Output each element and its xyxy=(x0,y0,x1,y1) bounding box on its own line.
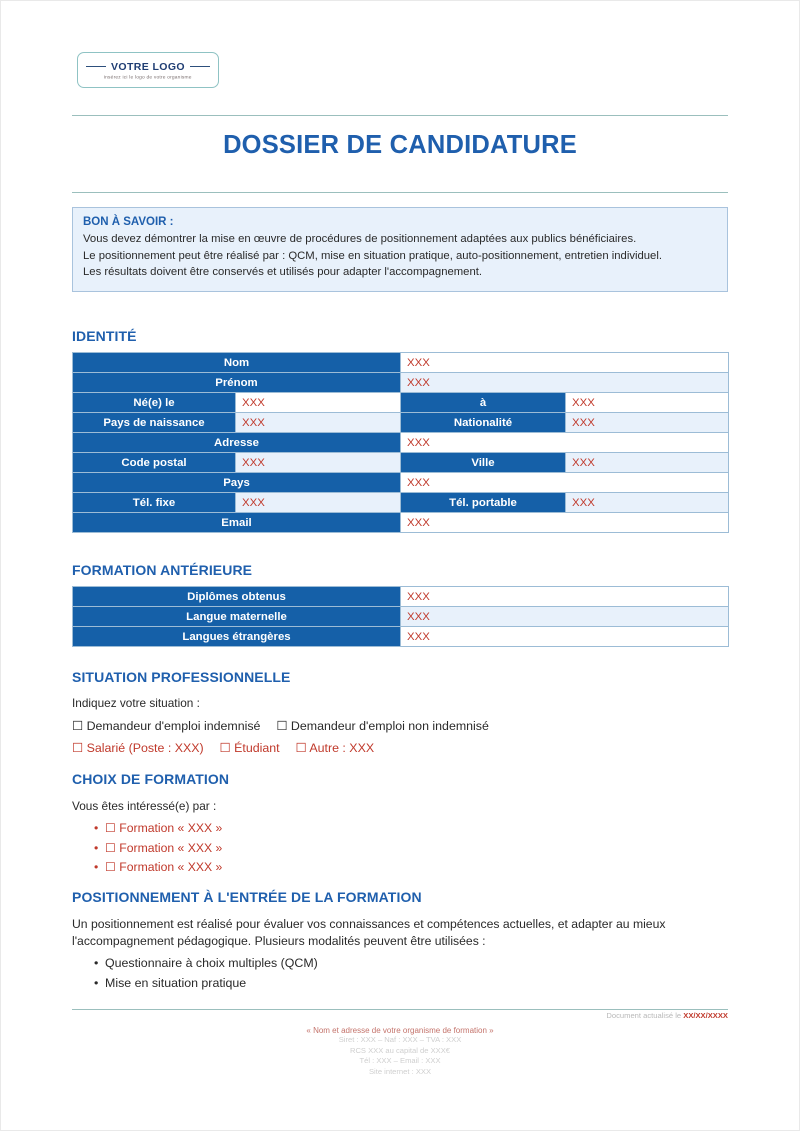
identity-label-nationalite: Nationalité xyxy=(401,413,566,433)
professional-situation-heading: SITUATION PROFESSIONNELLE xyxy=(72,669,291,685)
list-item[interactable]: • ☐ Formation « XXX » xyxy=(94,839,728,859)
label-autre: Autre : XXX xyxy=(309,741,375,755)
footer-website-line: Site internet : XXX xyxy=(368,1066,432,1076)
prior-training-value-langue-maternelle[interactable]: XXX xyxy=(401,607,729,627)
identity-label-tel-portable: Tél. portable xyxy=(401,493,566,513)
table-row xyxy=(73,433,729,453)
footer-rcs-line: RCS XXX au capital de XXX€ xyxy=(349,1045,451,1055)
positioning-paragraph: Un positionnement est réalisé pour évaluer vos connaissances et compétences actuelles, et adapter au mieux l'accompagnement pédagogique. Plusieurs modalités peuvent être utilisées : xyxy=(72,917,666,948)
training-choice-list xyxy=(72,819,728,878)
prior-training-value-diplomes[interactable]: XXX xyxy=(401,587,729,607)
prior-training-section xyxy=(72,562,728,647)
logo-placeholder[interactable] xyxy=(77,52,219,88)
logo-title: VOTRE LOGO xyxy=(110,60,185,73)
list-item[interactable]: • ☐ Formation « XXX » xyxy=(94,819,728,839)
header-divider xyxy=(72,115,728,116)
identity-value-naissance-date[interactable]: XXX xyxy=(236,393,401,413)
identity-value-tel-portable[interactable]: XXX xyxy=(566,493,729,513)
table-row xyxy=(73,513,729,533)
training-choice-section xyxy=(72,771,728,878)
identity-value-tel-fixe[interactable]: XXX xyxy=(236,493,401,513)
logo-rule-right-icon xyxy=(190,66,210,67)
document-updated-note xyxy=(606,1011,728,1020)
prior-training-label-langue-maternelle: Langue maternelle xyxy=(73,607,401,627)
prior-training-heading: FORMATION ANTÉRIEURE xyxy=(72,562,253,578)
identity-value-nom[interactable]: XXX xyxy=(401,353,729,373)
identity-value-code-postal[interactable]: XXX xyxy=(236,453,401,473)
identity-value-naissance-lieu[interactable]: XXX xyxy=(566,393,729,413)
footer-divider xyxy=(72,1009,728,1010)
page-title: DOSSIER DE CANDIDATURE xyxy=(223,131,577,159)
table-row xyxy=(73,453,729,473)
identity-value-adresse[interactable]: XXX xyxy=(401,433,729,453)
professional-situation-intro: Indiquez votre situation : xyxy=(72,696,200,710)
table-row xyxy=(73,627,729,647)
professional-situation-row-1 xyxy=(72,717,728,736)
prior-training-label-langues-etrangeres: Langues étrangères xyxy=(73,627,401,647)
identity-label-ville: Ville xyxy=(401,453,566,473)
logo-box[interactable] xyxy=(77,52,219,88)
identity-value-prenom[interactable]: XXX xyxy=(401,373,729,393)
checkbox-demandeur-non-indemnise-icon[interactable]: ☐ xyxy=(276,719,288,733)
positioning-heading: POSITIONNEMENT À L'ENTRÉE DE LA FORMATION xyxy=(72,889,422,905)
good-to-know-line-2: Le positionnement peut être réalisé par : QCM, mise en situation pratique, auto-positionnement, entretien individuel. xyxy=(83,249,662,262)
document-updated-prefix: Document actualisé le xyxy=(606,1011,682,1020)
checkbox-etudiant-icon[interactable]: ☐ xyxy=(219,741,231,755)
good-to-know-line-3: Les résultats doivent être conservés et utilisés pour adapter l'accompagnement. xyxy=(83,266,483,278)
identity-label-tel-fixe: Tél. fixe xyxy=(73,493,236,513)
label-demandeur-indemnise: Demandeur d'emploi indemnisé xyxy=(86,719,261,733)
identity-label-naissance-lieu: à xyxy=(401,393,566,413)
identity-value-ville[interactable]: XXX xyxy=(566,453,729,473)
table-row xyxy=(73,373,729,393)
identity-label-pays-naissance: Pays de naissance xyxy=(73,413,236,433)
identity-label-pays: Pays xyxy=(73,473,401,493)
footer-contact-line: Tél : XXX – Email : XXX xyxy=(359,1056,441,1065)
table-row xyxy=(73,353,729,373)
good-to-know-line-1: Vous devez démontrer la mise en œuvre de procédures de positionnement adaptées aux publics bénéficiaires. xyxy=(83,233,637,245)
professional-situation-section xyxy=(72,669,728,758)
footer-organisation: « Nom et adresse de votre organisme de formation » xyxy=(306,1026,494,1035)
identity-value-pays-naissance[interactable]: XXX xyxy=(236,413,401,433)
checkbox-autre-icon[interactable]: ☐ xyxy=(295,741,307,755)
identity-label-adresse: Adresse xyxy=(73,433,401,453)
logo-subtitle: Insérez ici le logo de votre organisme xyxy=(103,74,193,80)
label-etudiant: Étudiant xyxy=(234,741,280,755)
document-updated-value: XX/XX/XXXX xyxy=(683,1011,728,1020)
list-item: • Questionnaire à choix multiples (QCM) xyxy=(94,954,728,974)
positioning-modalities-list xyxy=(72,954,728,993)
checkbox-demandeur-indemnise-icon[interactable]: ☐ xyxy=(72,719,84,733)
identity-label-nom: Nom xyxy=(73,353,401,373)
table-row xyxy=(73,393,729,413)
identity-label-email: Email xyxy=(73,513,401,533)
prior-training-value-langues-etrangeres[interactable]: XXX xyxy=(401,627,729,647)
identity-label-code-postal: Code postal xyxy=(73,453,236,473)
prior-training-table xyxy=(72,586,729,647)
identity-value-email[interactable]: XXX xyxy=(401,513,729,533)
prior-training-label-diplomes: Diplômes obtenus xyxy=(73,587,401,607)
list-item: • Mise en situation pratique xyxy=(94,974,728,994)
table-row xyxy=(73,493,729,513)
identity-table xyxy=(72,352,729,533)
identity-value-pays[interactable]: XXX xyxy=(401,473,729,493)
title-divider xyxy=(72,192,728,193)
checkbox-salarie-icon[interactable]: ☐ xyxy=(72,741,84,755)
label-demandeur-non-indemnise: Demandeur d'emploi non indemnisé xyxy=(290,719,489,733)
identity-heading: IDENTITÉ xyxy=(72,328,137,344)
identity-label-naissance-date: Né(e) le xyxy=(73,393,236,413)
good-to-know-title: BON À SAVOIR : xyxy=(83,216,174,228)
table-row xyxy=(73,607,729,627)
identity-section xyxy=(72,328,728,533)
professional-situation-row-2 xyxy=(72,739,728,758)
label-salarie: Salarié (Poste : XXX) xyxy=(86,741,204,755)
positioning-section xyxy=(72,889,728,993)
logo-title-row xyxy=(86,61,210,73)
training-choice-intro: Vous êtes intéressé(e) par : xyxy=(72,799,217,813)
logo-rule-left-icon xyxy=(86,66,106,67)
list-item[interactable]: • ☐ Formation « XXX » xyxy=(94,858,728,878)
table-row xyxy=(73,587,729,607)
identity-value-nationalite[interactable]: XXX xyxy=(566,413,729,433)
page-footer xyxy=(72,1026,728,1077)
good-to-know-box xyxy=(72,207,728,292)
training-choice-heading: CHOIX DE FORMATION xyxy=(72,771,230,787)
identity-label-prenom: Prénom xyxy=(73,373,401,393)
table-row xyxy=(73,473,729,493)
footer-siret-line: Siret : XXX – Naf : XXX – TVA : XXX xyxy=(338,1035,462,1044)
table-row xyxy=(73,413,729,433)
